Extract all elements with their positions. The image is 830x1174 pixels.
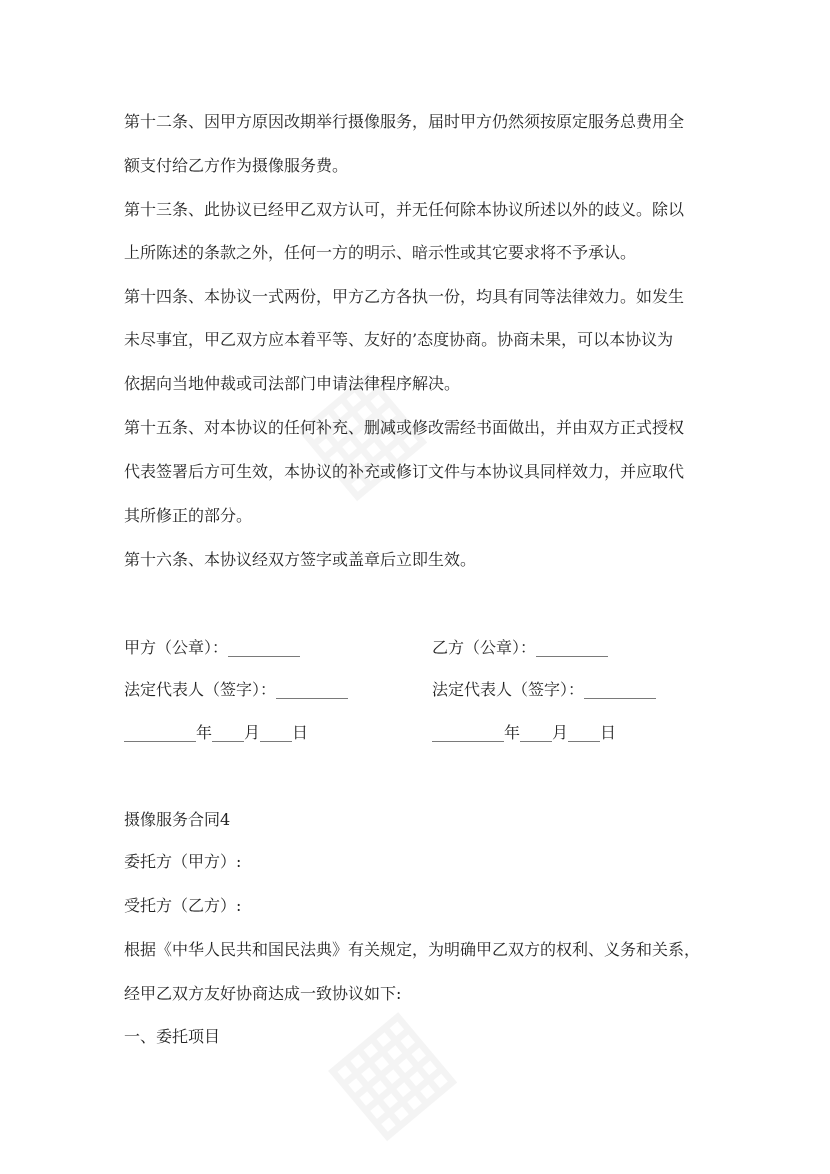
clause-16-line-1: 第十六条、本协议经双方签字或盖章后立即生效。 [124, 550, 477, 569]
client-party: 委托方（甲方）: [124, 852, 242, 871]
clause-14-line-3: 依据向当地仲裁或司法部门申请法律程序解决。 [124, 374, 461, 393]
clause-15-line-2: 代表签署后方可生效，本协议的补充或修订文件与本协议具同样效力，并应取代 [124, 462, 685, 481]
contract-title: 摄像服务合同4 [124, 810, 231, 829]
party-a-representative: 法定代表人（签字）：_________ [124, 680, 349, 699]
clause-14-line-1: 第十四条、本协议一式两份，甲方乙方各执一份，均具有同等法律效力。如发生 [124, 287, 685, 306]
watermark [299, 980, 475, 1159]
clause-12-line-1: 第十二条、因甲方原因改期举行摄像服务，届时甲方仍然须按原定服务总费用全 [124, 112, 685, 131]
party-b-date: _________年____月____日 [432, 723, 617, 742]
clause-13-line-1: 第十三条、此协议已经甲乙双方认可，并无任何除本协议所述以外的歧义。除以 [124, 200, 685, 219]
clause-13-line-2: 上所陈述的条款之外，任何一方的明示、暗示性或其它要求将不予承认。 [124, 243, 637, 262]
contractor-party: 受托方（乙方）: [124, 896, 242, 915]
party-a-seal: 甲方（公章）：_________ [124, 638, 301, 657]
clause-15-line-1: 第十五条、对本协议的任何补充、删减或修改需经书面做出，并由双方正式授权 [124, 418, 685, 437]
clause-15-line-3: 其所修正的部分。 [124, 506, 253, 525]
clause-14-line-2: 未尽事宜，甲乙双方应本着平等、友好的’态度协商。协商未果，可以本协议为 [124, 330, 674, 349]
preamble-line-1: 根据《中华人民共和国民法典》有关规定，为明确甲乙双方的权利、义务和关系， [124, 940, 701, 959]
preamble-line-2: 经甲乙双方友好协商达成一致协议如下: [124, 984, 402, 1003]
section-heading: 一、委托项目 [124, 1027, 221, 1046]
party-b-representative: 法定代表人（签字）：_________ [432, 680, 657, 699]
clause-12-line-2: 额支付给乙方作为摄像服务费。 [124, 156, 349, 175]
party-b-seal: 乙方（公章）：_________ [432, 638, 609, 657]
party-a-date: _________年____月____日 [124, 723, 309, 742]
